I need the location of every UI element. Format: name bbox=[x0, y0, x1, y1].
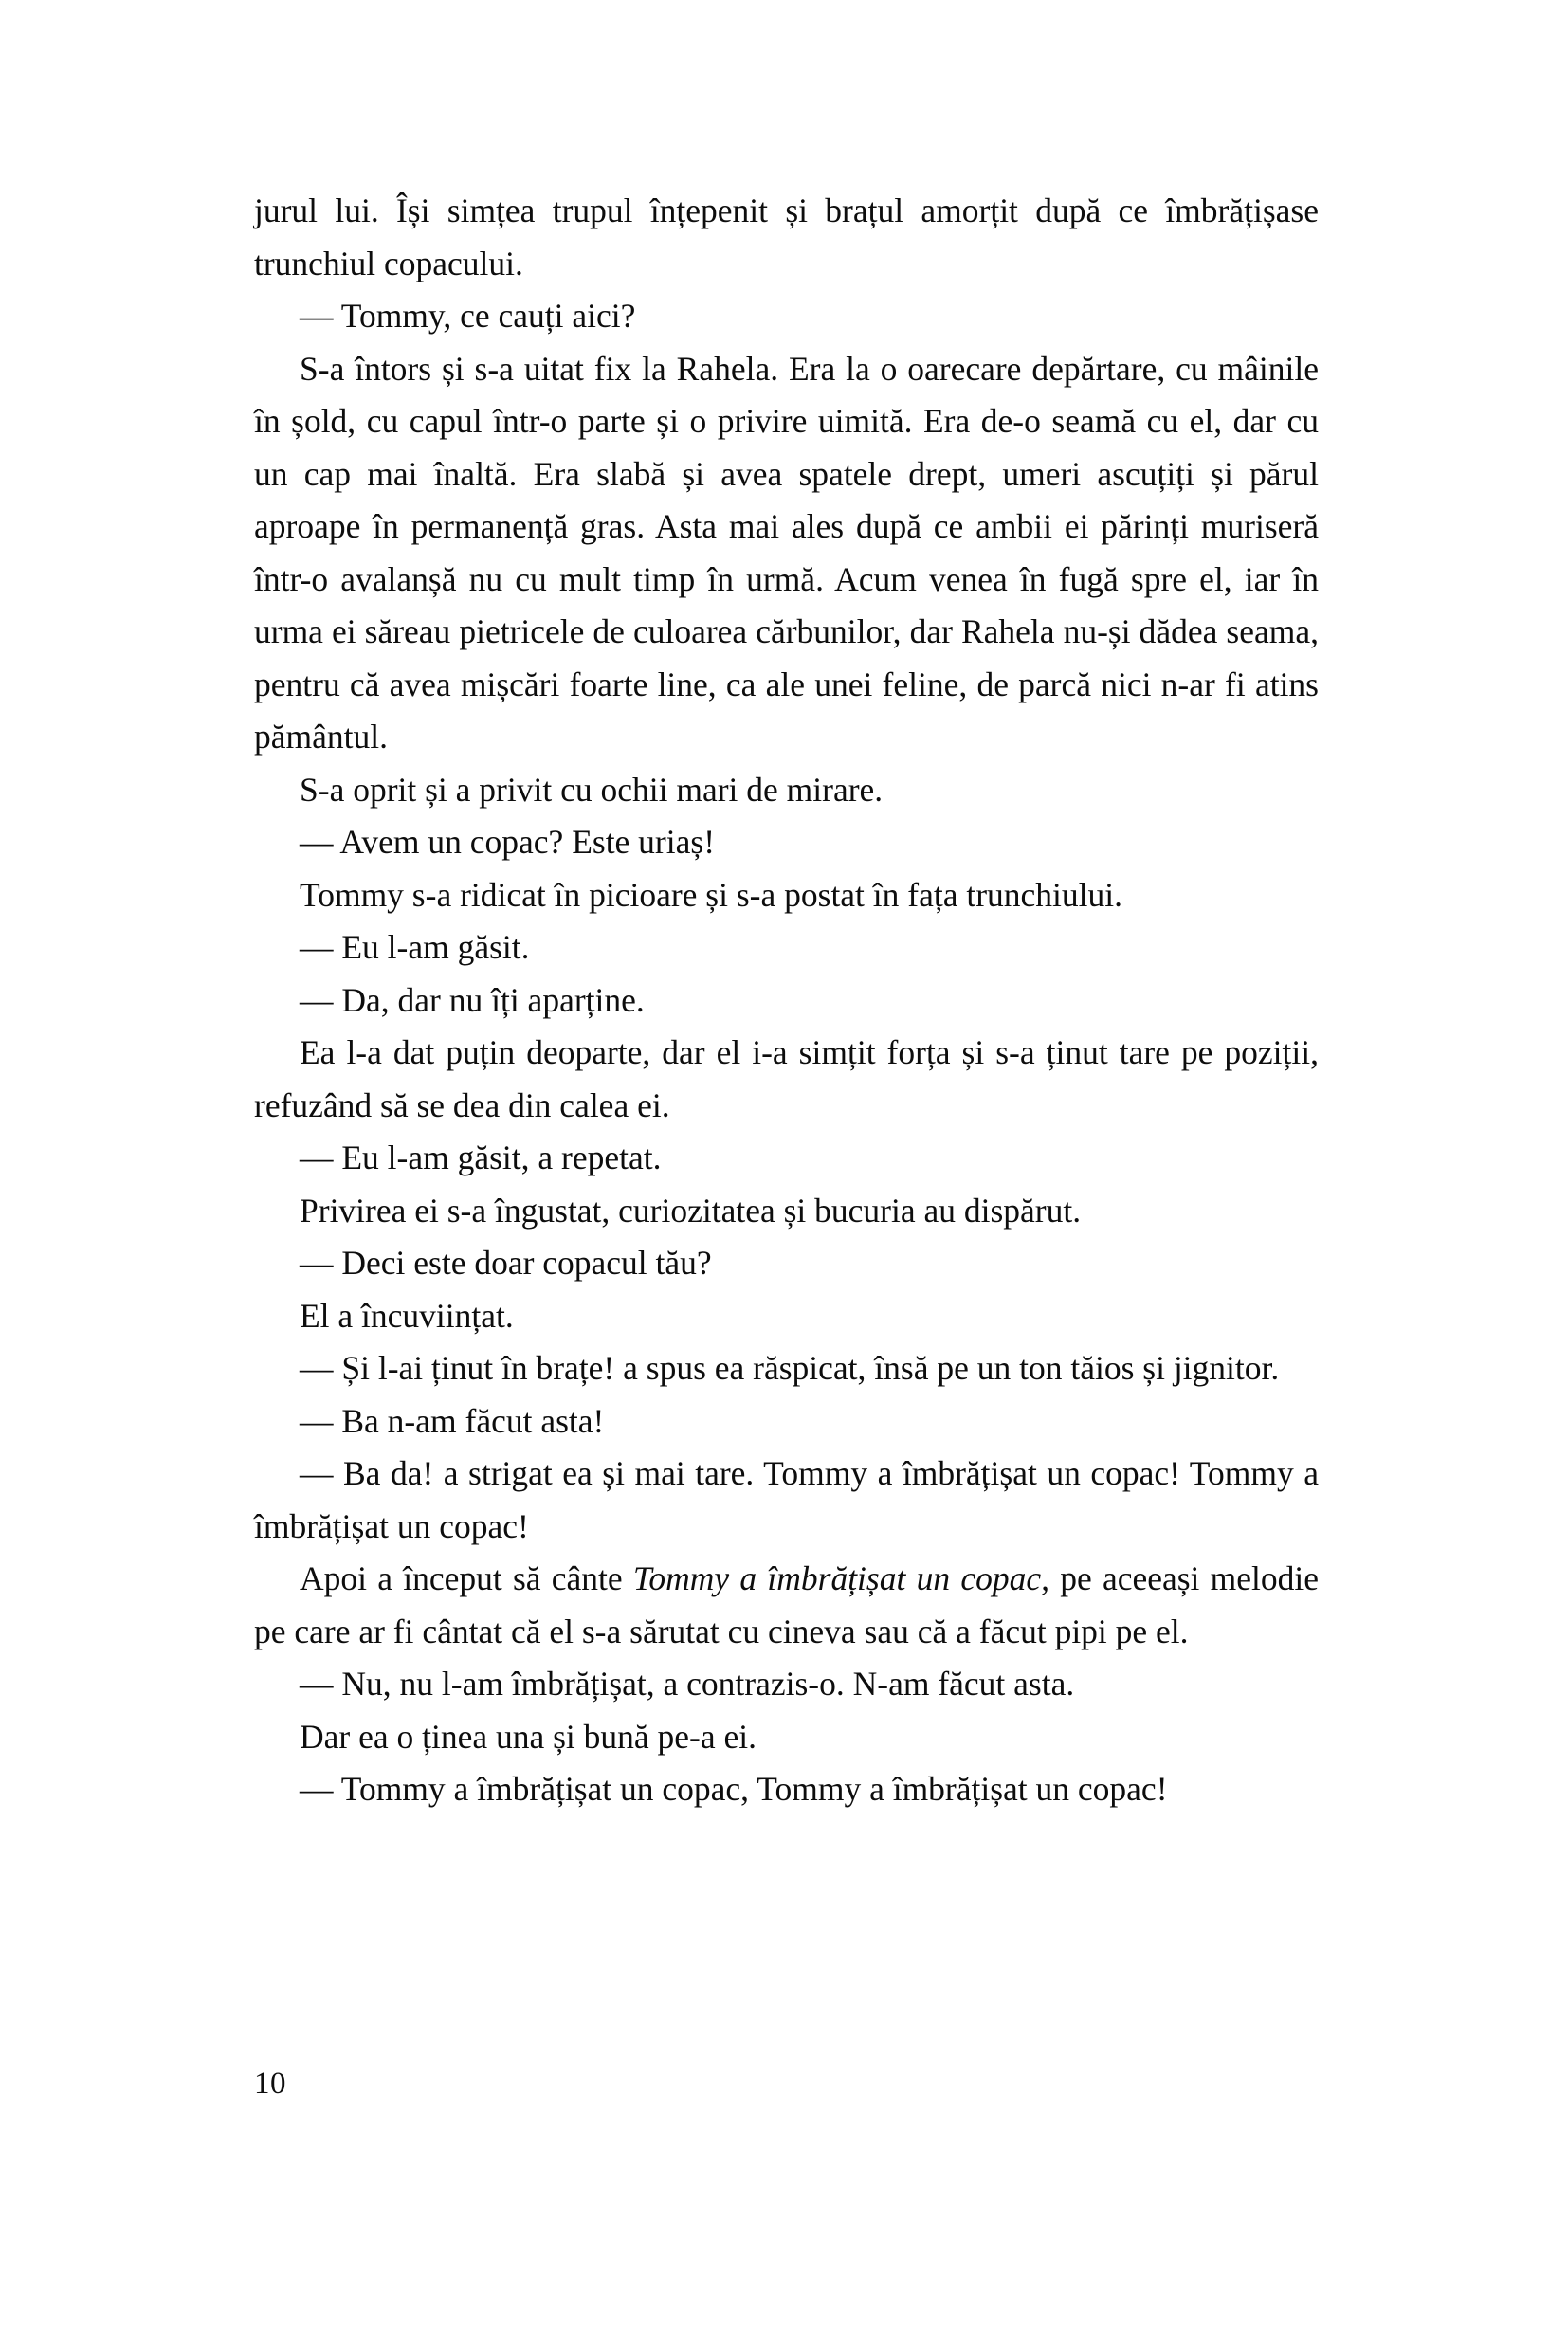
text-after-title: pe aceeași melodie pe care ar fi cântat că el s-a sărutat cu cineva sau că a făcut pipi pe el. bbox=[254, 1559, 1319, 1650]
paragraph: — Ba n-am făcut asta! bbox=[300, 1401, 605, 1440]
paragraph: Privirea ei s-a îngustat, curiozitatea și bucuria au dispărut. bbox=[300, 1191, 1082, 1230]
paragraph: Tommy s-a ridicat în picioare și s-a postat în fața trunchiului. bbox=[300, 875, 1123, 914]
paragraph: — Da, dar nu îți aparține. bbox=[300, 980, 645, 1019]
paragraph: jurul lui. Își simțea trupul înțepenit și brațul amorțit după ce îmbrățișase trunchiul copacului. bbox=[254, 191, 1319, 282]
paragraph: — Avem un copac? Este uriaș! bbox=[300, 823, 716, 861]
paragraph: S-a întors și s-a uitat fix la Rahela. Era la o oarecare depărtare, cu mâinile în șold, cu capul într-o parte și o privire uimită. Era de-o seamă cu el, dar cu un cap mai înaltă. Era slabă și avea spatele drept, umeri ascuțiți și părul aproape în permanență gras. Asta mai ales după ce ambii ei părinți muriseră într-o avalanșă nu cu mult timp în urmă. Acum venea în fugă spre el, iar în urma ei săreau pietricele de culoarea cărbunilor, dar Rahela nu-și dădea seama, pentru că avea mișcări foarte line, ca ale unei feline, de parcă nici n-ar fi atins pământul. bbox=[254, 349, 1319, 756]
paragraph: — Tommy a îmbrățișat un copac, Tommy a îmbrățișat un copac! bbox=[300, 1770, 1168, 1808]
paragraph: — Tommy, ce cauți aici? bbox=[300, 297, 636, 335]
paragraph: — Eu l-am găsit. bbox=[300, 928, 530, 966]
paragraph: Dar ea o ținea una și bună pe-a ei. bbox=[300, 1717, 757, 1756]
song-title: Tommy a îmbrățișat un copac, bbox=[632, 1559, 1049, 1597]
text-before-title: Apoi a început să cânte bbox=[300, 1559, 633, 1597]
paragraph: — Eu l-am găsit, a repetat. bbox=[300, 1139, 662, 1176]
paragraph: S-a oprit și a privit cu ochii mari de mirare. bbox=[300, 770, 884, 809]
body-text bbox=[254, 185, 1319, 1816]
paragraph: — Nu, nu l-am îmbrățișat, a contrazis-o. N-am făcut asta. bbox=[300, 1665, 1075, 1703]
paragraph: — Deci este doar copacul tău? bbox=[300, 1244, 712, 1282]
paragraph: — Ba da! a strigat ea și mai tare. Tommy a îmbrățișat un copac! Tommy a îmbrățișat un copac! bbox=[254, 1454, 1319, 1545]
paragraph: Ea l-a dat puțin deoparte, dar el i-a simțit forța și s-a ținut tare pe poziții, refuzând să se dea din calea ei. bbox=[254, 1033, 1319, 1124]
paragraph: — Și l-ai ținut în brațe! a spus ea răspicat, însă pe un ton tăios și jignitor. bbox=[300, 1349, 1280, 1387]
page-number: 10 bbox=[254, 2067, 286, 2101]
paragraph-with-italic-title bbox=[254, 1553, 1319, 1658]
paragraph: El a încuviințat. bbox=[300, 1296, 514, 1335]
